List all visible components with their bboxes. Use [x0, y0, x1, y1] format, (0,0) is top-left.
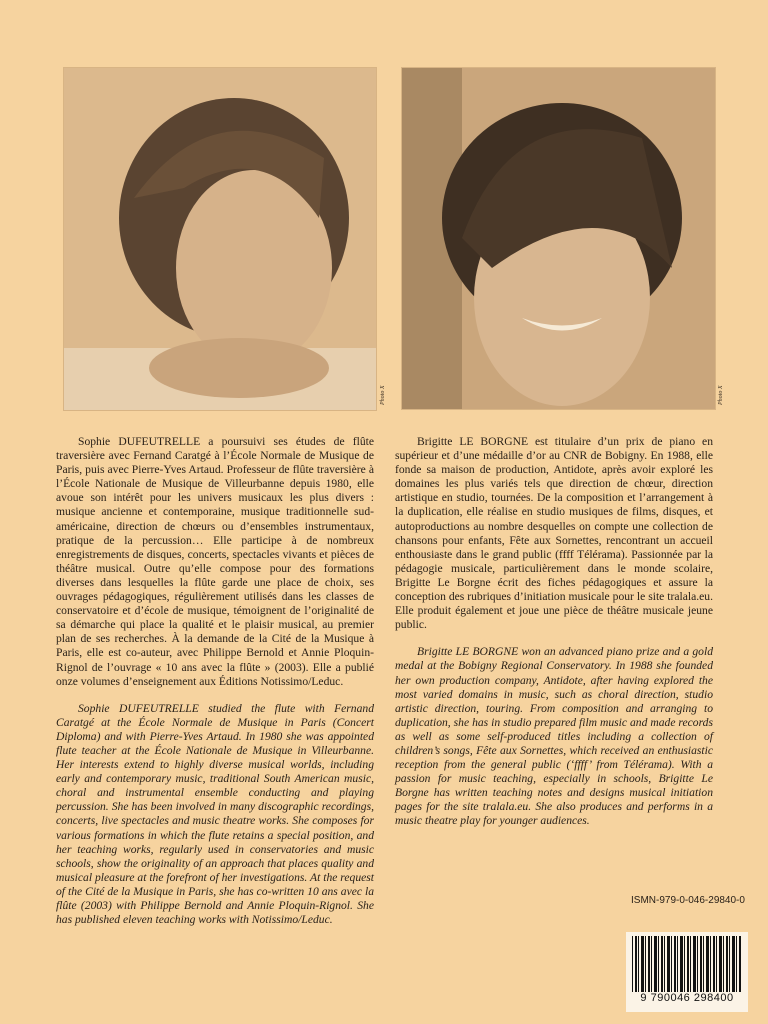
barcode-bars — [632, 936, 742, 992]
portrait-illustration — [402, 68, 715, 409]
photo-credit: Photo X — [718, 385, 724, 405]
biography-english: Sophie DUFEUTRELLE studied the flute with Fernand Caratgé at the École Normale de Musique in Paris (Concert Diploma) and with Pierre-Yves Artaud. In 1980 she was appointed flute teacher at the École Nationale de Musique in Villeurbanne. Her interests extend to highly diverse musical worlds, including early and contemporary music, traditional South American music, choral and instrumental ensemble conducting and playing percussion. She has been involved in many discographic recordings, concerts, live spectacles and music theatre works. She composes for various formations in which the flute retains a special position, and her teaching works, regularly used in conservatories and music schools, show the originality of an approach that places quality and musical pleasure at the forefront of her investigations. At the request of the Cité de la Musique in Paris, she has co-written 10 ans avec la flûte (2003) with Philippe Bernold and Annie Ploquin-Rignol. She has published eleven teaching works with Notissimo/Leduc. — [56, 701, 374, 927]
portrait-photo-sophie-dufeutrelle — [63, 67, 377, 411]
barcode — [626, 932, 748, 1012]
biography-english: Brigitte LE BORGNE won an advanced piano prize and a gold medal at the Bobigny Regional Conservatory. In 1988 she founded her own production company, Antidote, after having explored the most varied domains in music, such as choral direction, studio artistic direction, touring. From composition and arranging to duplication, she has in studio prepared film music and made records as well as some self-produced titles including a collection of children’s songs, Fête aux Sornettes, which received an enthusiastic reception from the general public (‘ffff’ from Télérama). With a passion for music teaching, especially in schools, Brigitte Le Borgne has written teaching notes and designs musical initiation pages for the site tralala.eu. She also produces and performs in a music theatre play for younger audiences. — [395, 645, 713, 828]
biography-brigitte-le-borgne — [395, 435, 713, 829]
photo-credit: Photo X — [380, 385, 386, 405]
biography-french: Sophie DUFEUTRELLE a poursuivi ses études de flûte traversière avec Fernand Caratgé à l’École Normale de Musique de Paris, puis avec Pierre-Yves Artaud. Professeur de flûte traversière à l’École Nationale de Musique de Villeurbanne depuis 1980, elle avoue son intérêt pour les univers musicaux les plus divers : musique ancienne et contemporaine, musique traditionnelle sud-américaine, direction de chœurs ou d’ensembles instrumentaux, pratique de la percussion… Elle participe à de nombreux enregistrements de disques, concerts, spectacles vivants et pièces de théâtre musical. Outre qu’elle compose pour des formations diverses dans lesquelles la flûte garde une place de choix, ses ouvrages pédagogiques, régulièrement utilisés dans les classes de conservatoire et d’école de musique, témoignent de l’originalité de sa démarche qui place la qualité et le plaisir musical, au premier plan de ses recherches. À la demande de la Cité de la Musique à Paris, elle est co-auteur, avec Philippe Bernold et Annie Ploquin-Rignol de l’ouvrage « 10 ans avec la flûte » (2003). Elle a publié onze volumes d’enseignement aux Éditions Notissimo/Leduc. — [56, 435, 374, 688]
ismn-number: ISMN-979-0-046-29840-0 — [631, 895, 745, 906]
biography-french: Brigitte LE BORGNE est titulaire d’un prix de piano en supérieur et d’une médaille d’or au CNR de Bobigny. En 1988, elle fonde sa maison de production, Antidote, après avoir exploré les domaines les plus variés tels que direction de chœur, direction artistique en studio, tournées. De la composition et l’arrangement à la duplication, elle réalise en studio musiques de films, disques, et autoproductions au nombre desquelles on compte une collection de chansons pour enfants, Fête aux Sornettes, rencontrant un accueil enthousiaste dans le grand public (ffff Télérama). Passionnée par la pédagogie musicale, particulièrement dans le monde scolaire, Brigitte Le Borgne écrit des fiches pédagogiques et assure la conception des rubriques d’initiation musicale pour le site tralala.eu. Elle produit également et joue une pièce de théâtre musicale jeune public. — [395, 435, 713, 632]
biography-sophie-dufeutrelle — [56, 435, 374, 927]
portrait-photo-brigitte-le-borgne — [401, 67, 716, 410]
portrait-illustration — [64, 68, 376, 410]
barcode-number: 9 790046 298400 — [640, 992, 734, 1004]
